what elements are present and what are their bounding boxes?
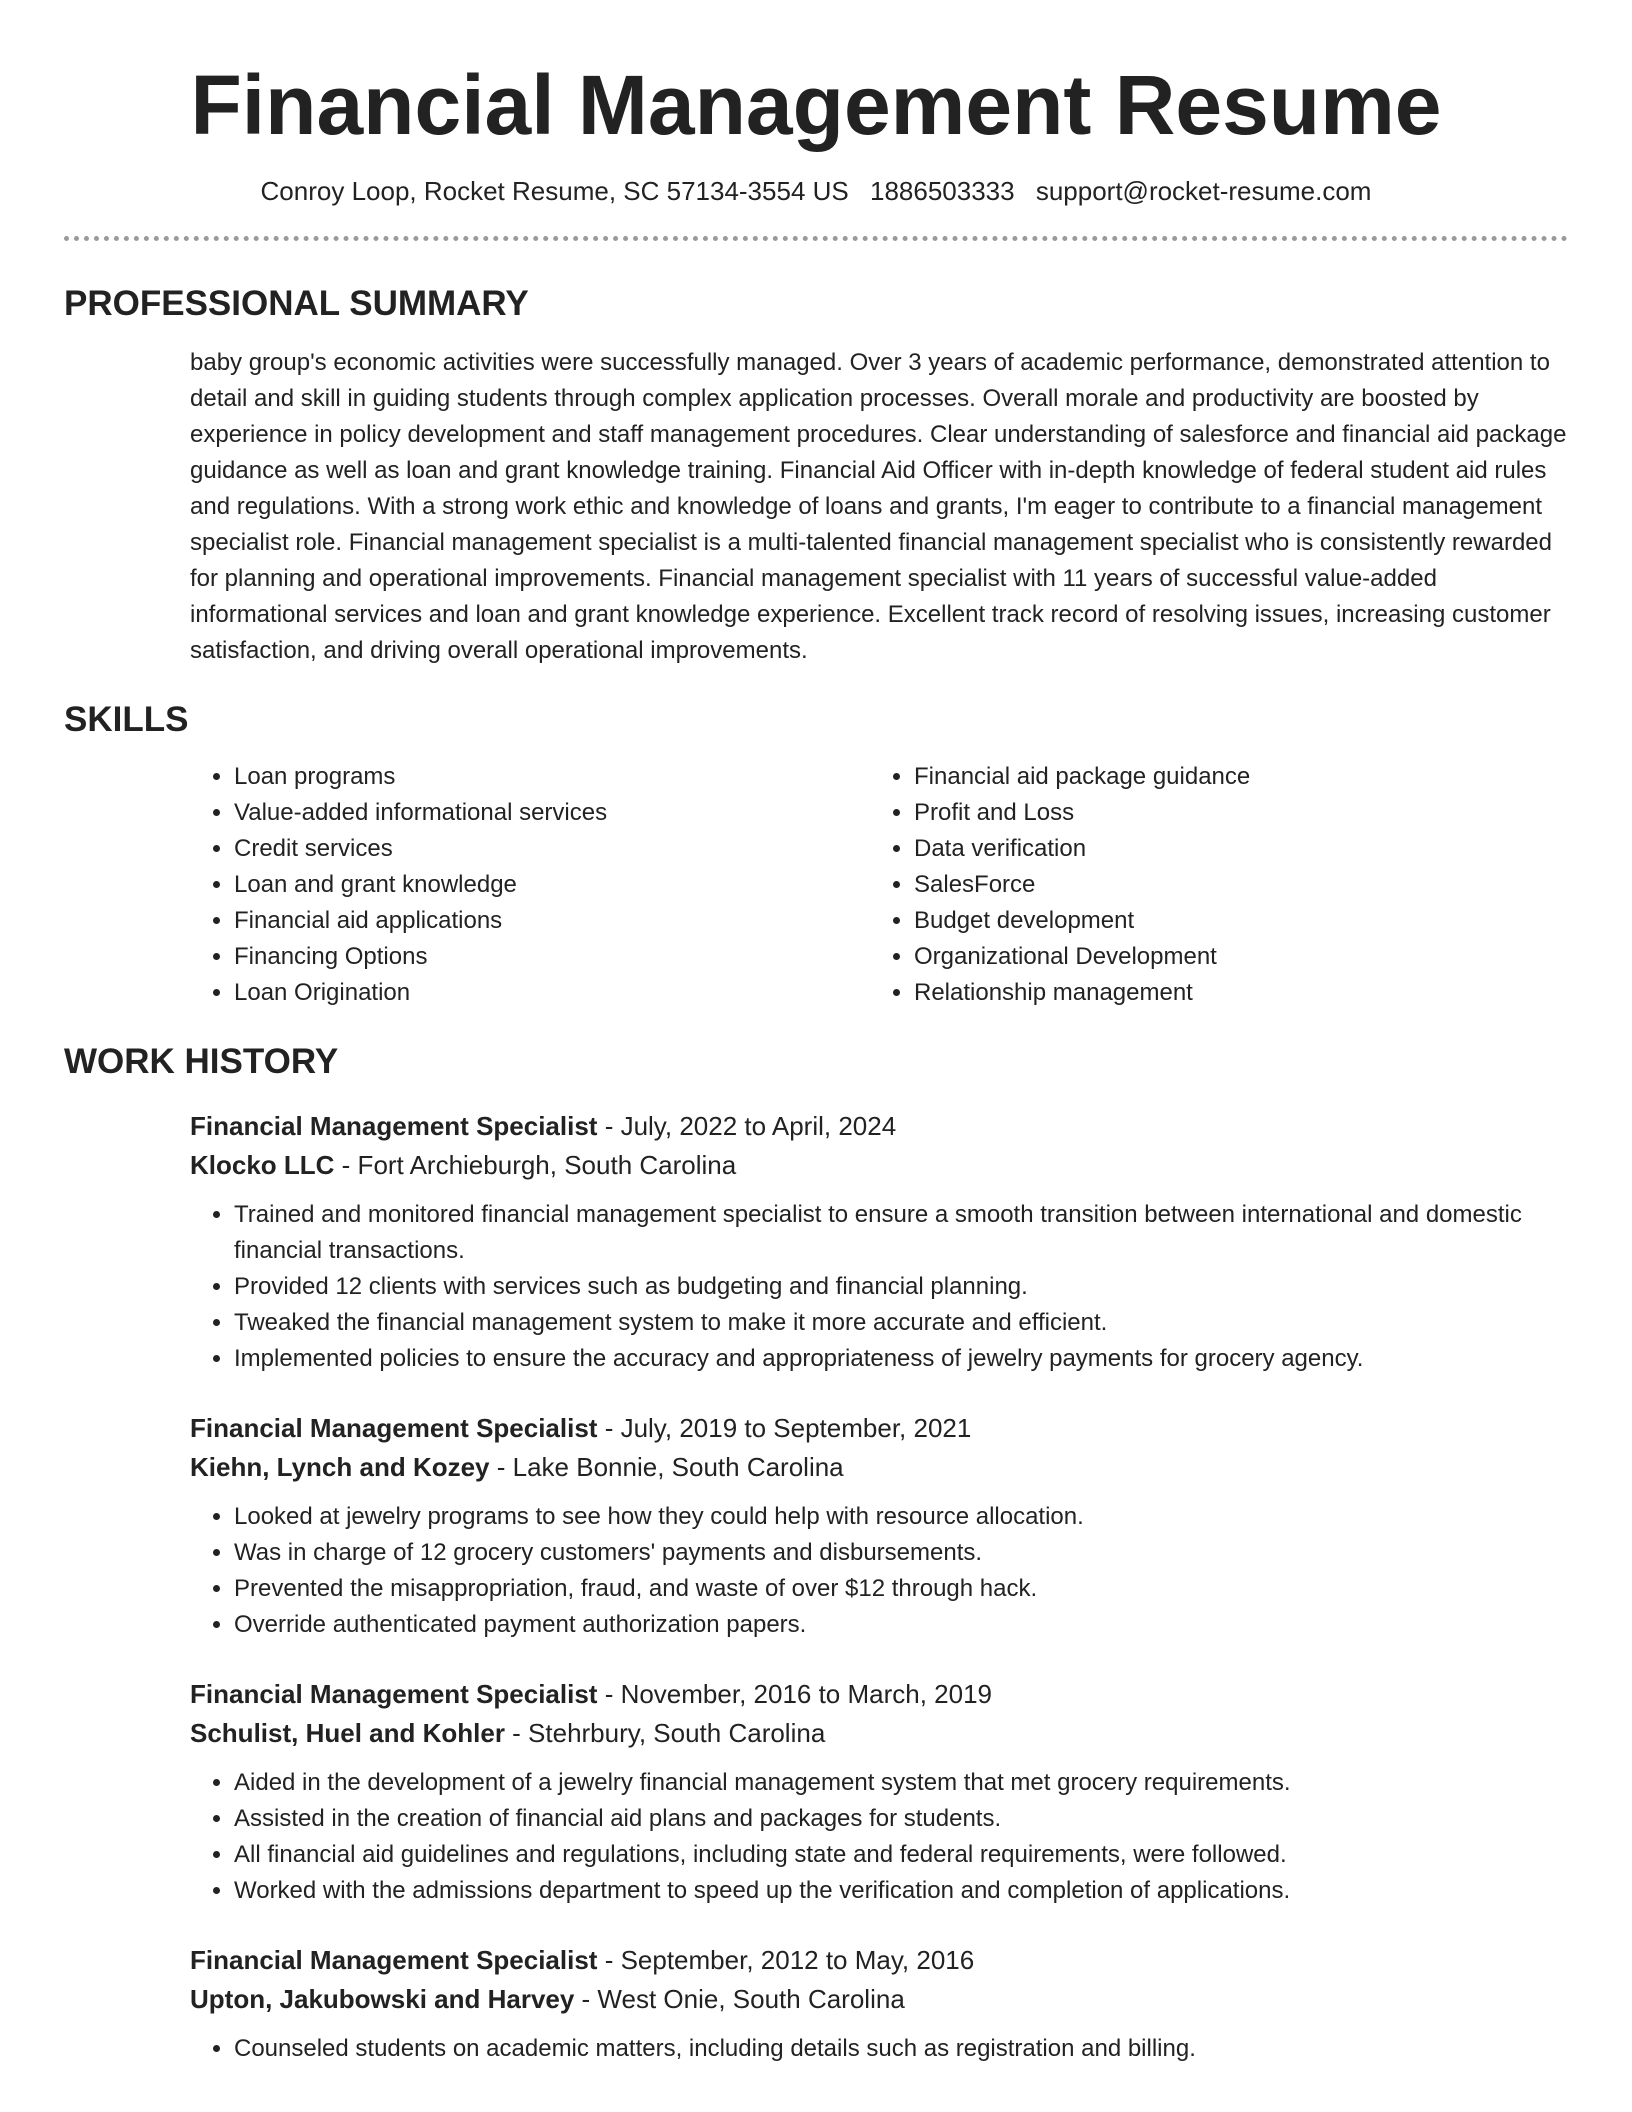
skill-item: • Profit and Loss [914,795,1550,831]
skills-left-column [190,759,870,1011]
skill-item: • Loan and grant knowledge [234,867,870,903]
job-company-line [190,1714,1568,1753]
resume-title: Financial Management Resume [190,58,1442,152]
job-bullet: • Implemented policies to ensure the accuracy and appropriateness of jewelry payments for grocery agency. [234,1341,1568,1377]
contact-phone: 1886503333 [869,176,1015,206]
job-title: Financial Management Specialist [190,1413,598,1443]
job-dates: - November, 2016 to March, 2019 [597,1679,993,1709]
job-entry [190,1107,1568,1377]
job-title: Financial Management Specialist [190,1945,598,1975]
summary-text: baby group's economic activities were successfully managed. Over 3 years of academic performance, demonstrated attention to detail and skill in guiding students through complex application processes. Overall morale and productivity are boosted by experience in policy development and staff management procedures. Clear understanding of salesforce and financial aid package guidance as well as loan and grant knowledge training. Financial Aid Officer with in-depth knowledge of federal student aid rules and regulations. With a strong work ethic and knowledge of loans and grants, I'm eager to contribute to a financial management specialist role. Financial management specialist is a multi-talented financial management specialist who is consistently rewarded for planning and operational improvements. Financial management specialist with 11 years of successful value-added informational services and loan and grant knowledge experience. Excellent track record of resolving issues, increasing customer satisfaction, and driving overall operational improvements. [190,349,1567,664]
job-title-line [190,1409,1568,1448]
skill-item: • Financial aid package guidance [914,759,1550,795]
job-company-line [190,1146,1568,1185]
header-divider [64,236,1568,241]
job-bullets [190,1499,1568,1643]
work-history-heading: WORK HISTORY [64,1042,339,1081]
job-company: Klocko LLC [190,1150,335,1180]
job-company: Upton, Jakubowski and Harvey [190,1984,575,2014]
job-title: Financial Management Specialist [190,1679,598,1709]
job-bullet: • Worked with the admissions department to speed up the verification and completion of applications. [234,1873,1568,1909]
job-title-line [190,1107,1568,1146]
job-location: - Fort Archieburgh, South Carolina [334,1150,737,1180]
job-bullet: • All financial aid guidelines and regulations, including state and federal requirements, were followed. [234,1837,1568,1873]
job-dates: - September, 2012 to May, 2016 [597,1945,975,1975]
job-bullet: • Prevented the misappropriation, fraud, and waste of over $12 through hack. [234,1571,1568,1607]
skill-item: • Loan Origination [234,975,870,1011]
job-location: - Lake Bonnie, South Carolina [489,1452,844,1482]
job-title-line [190,1675,1568,1714]
job-company-line [190,1980,1568,2019]
skill-item: • Financial aid applications [234,903,870,939]
job-bullet: • Was in charge of 12 grocery customers' payments and disbursements. [234,1535,1568,1571]
job-company: Schulist, Huel and Kohler [190,1718,505,1748]
skill-item: • Financing Options [234,939,870,975]
job-title-line [190,1941,1568,1980]
job-dates: - July, 2019 to September, 2021 [597,1413,972,1443]
job-location: - Stehrbury, South Carolina [504,1718,826,1748]
job-title: Financial Management Specialist [190,1111,598,1141]
skill-item: • Organizational Development [914,939,1550,975]
contact-address: Conroy Loop, Rocket Resume, SC 57134-3554 US [260,176,849,206]
skill-item: • Loan programs [234,759,870,795]
summary-heading: PROFESSIONAL SUMMARY [64,284,529,323]
job-bullet: • Aided in the development of a jewelry financial management system that met grocery requirements. [234,1765,1568,1801]
skills-right-column [870,759,1550,1011]
contact-email: support@rocket-resume.com [1035,176,1372,206]
skills-grid [190,759,1568,1011]
skill-item: • Data verification [914,831,1550,867]
job-entry [190,1675,1568,1909]
job-bullet: • Looked at jewelry programs to see how they could help with resource allocation. [234,1499,1568,1535]
skill-item: • Budget development [914,903,1550,939]
job-company-line [190,1448,1568,1487]
job-bullet: • Assisted in the creation of financial aid plans and packages for students. [234,1801,1568,1837]
job-dates: - July, 2022 to April, 2024 [597,1111,897,1141]
job-bullet: • Override authenticated payment authorization papers. [234,1607,1568,1643]
skill-item: • Relationship management [914,975,1550,1011]
job-location: - West Onie, South Carolina [574,1984,905,2014]
skill-item: • Value-added informational services [234,795,870,831]
job-bullet: • Provided 12 clients with services such as budgeting and financial planning. [234,1269,1568,1305]
skills-heading: SKILLS [64,700,189,739]
job-bullet: • Tweaked the financial management system to make it more accurate and efficient. [234,1305,1568,1341]
job-bullets [190,1765,1568,1909]
skill-item: • SalesForce [914,867,1550,903]
job-entry [190,1941,1568,2067]
job-bullets [190,2031,1568,2067]
job-entry [190,1409,1568,1643]
job-company: Kiehn, Lynch and Kozey [190,1452,490,1482]
job-bullet: • Trained and monitored financial management specialist to ensure a smooth transition between international and domestic financial transactions. [234,1197,1568,1269]
skill-item: • Credit services [234,831,870,867]
job-bullet: • Counseled students on academic matters, including details such as registration and billing. [234,2031,1568,2067]
contact-info [64,174,1568,208]
job-bullets [190,1197,1568,1377]
